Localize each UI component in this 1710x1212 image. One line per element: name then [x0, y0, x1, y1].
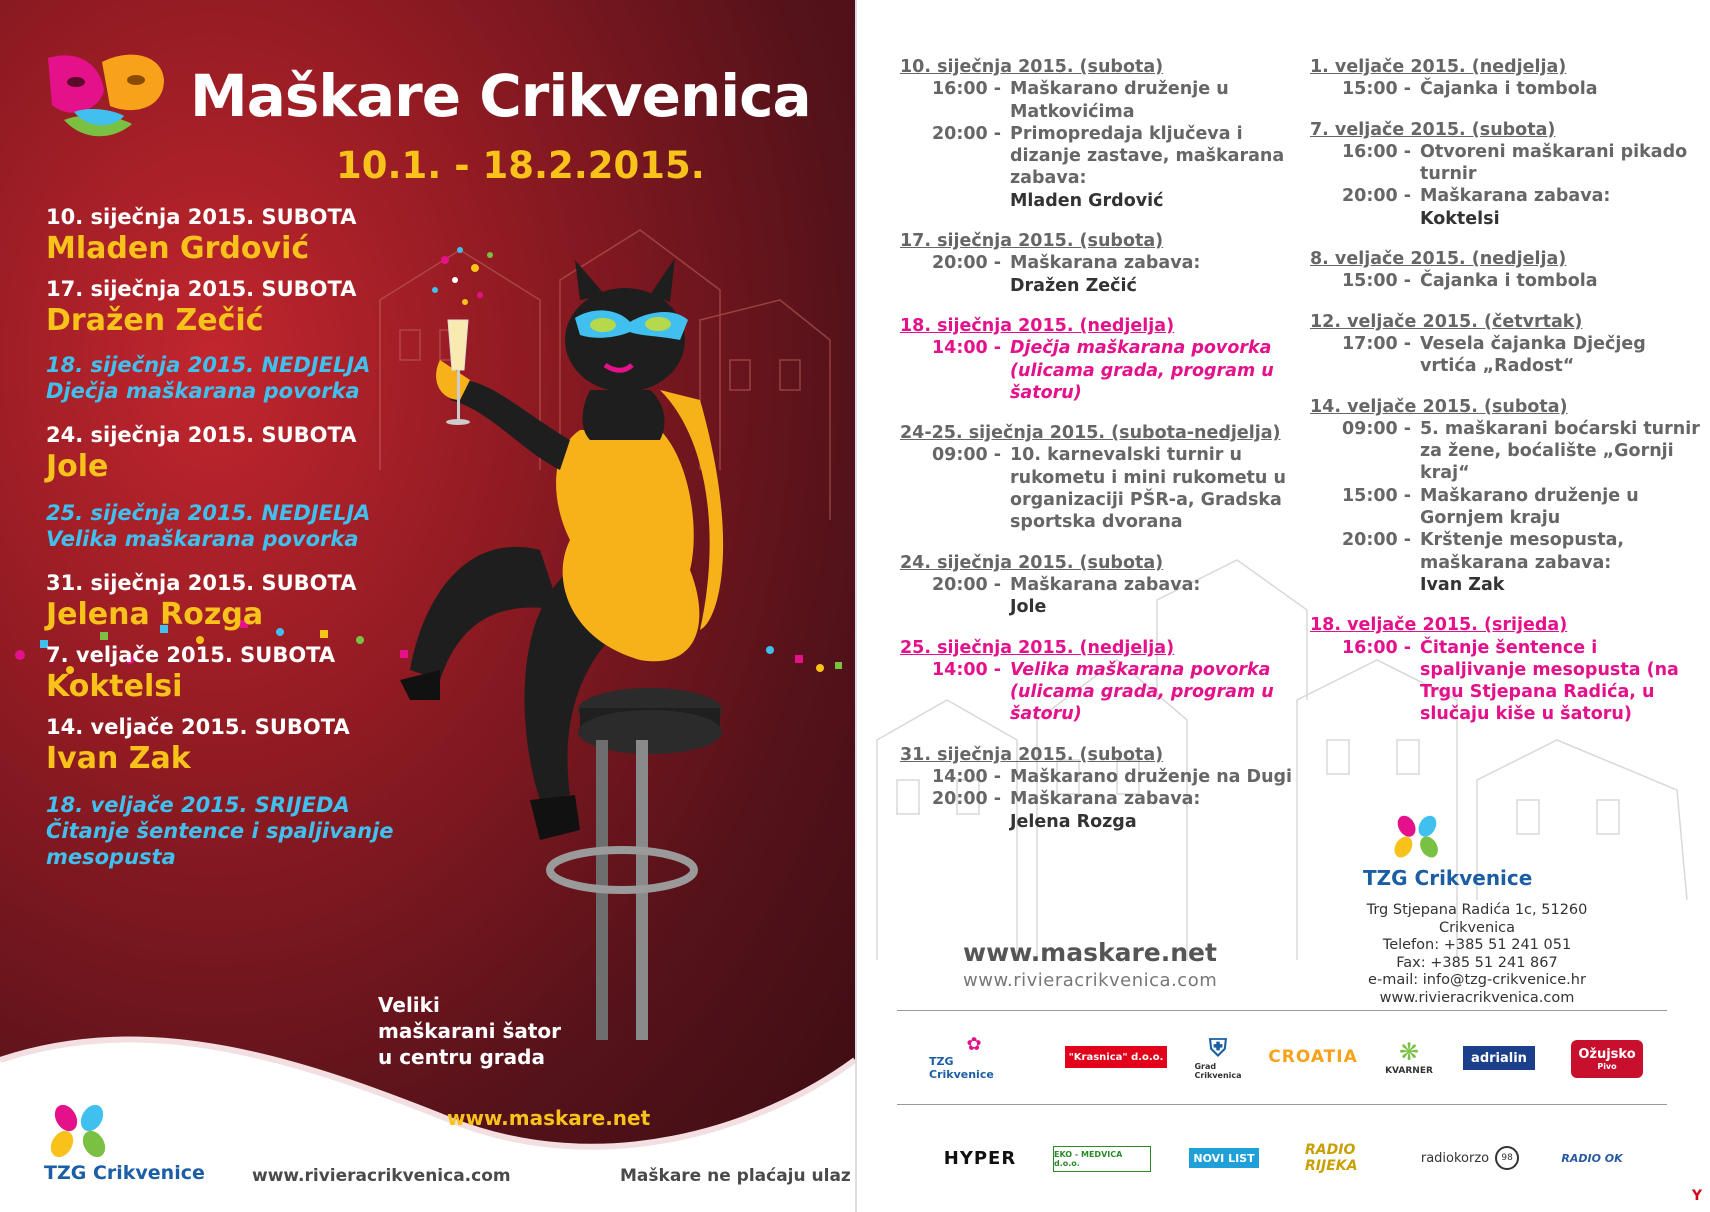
program-text: Vesela čajanka Dječjeg vrtića „Radost“: [1420, 333, 1646, 377]
program-column-february: [1310, 56, 1700, 744]
program-row: [1310, 418, 1700, 485]
poster-title: Maškare Crikvenica: [190, 62, 811, 130]
tzg-flower-icon: [1389, 814, 1445, 864]
poster-event-date: 7. veljače 2015. SUBOTA: [46, 643, 336, 667]
program-block-header: 12. veljače 2015. (četvrtak): [1310, 311, 1583, 332]
program-text: Maškarana zabava:: [1010, 253, 1201, 274]
tzg-logo-label: TZG Crikvenice: [1363, 866, 1533, 890]
poster-event: [46, 792, 446, 870]
program-text-wrap: [1010, 252, 1300, 297]
sponsor-label: TZG Crikvenice: [929, 1054, 994, 1081]
program-text: 5. maškarani boćarski turnir za žene, boćalište „Gornji kraj“: [1420, 418, 1700, 484]
program-time: 20:00 -: [1342, 186, 1412, 207]
program-text: Krštenje mesopusta, maškarana zabava:: [1420, 530, 1625, 573]
radio-frequency-badge: 98: [1495, 1146, 1519, 1170]
program-text-wrap: [1420, 185, 1700, 230]
program-row: [1310, 637, 1700, 726]
sponsor-logo: [1194, 1032, 1242, 1082]
program-row: [1310, 78, 1700, 100]
sponsor-logo: "Krasnica" d.o.o.: [1065, 1046, 1167, 1068]
contact-fax: Fax: +385 51 241 867: [1396, 954, 1558, 971]
program-performer: Dražen Zečić: [1010, 275, 1137, 296]
contact-address: Trg Stjepana Radića 1c, 51260 Crikvenica: [1366, 902, 1588, 936]
program-time: 20:00 -: [932, 123, 1002, 144]
sponsor-logo: [1571, 1040, 1643, 1078]
sponsor-logo: EKO - MEDVICA d.o.o.: [1053, 1146, 1151, 1172]
program-block: [900, 315, 1300, 404]
sponsor-logo: HYPER: [943, 1147, 1017, 1169]
program-row: [1310, 529, 1700, 596]
tzg-flower-icon: [44, 1104, 114, 1164]
program-block-header: 18. veljače 2015. (srijeda): [1310, 615, 1568, 636]
program-text: Primopredaja ključeva i dizanje zastave, maškarana zabava:: [1010, 123, 1285, 189]
sponsor-label: Grad Crikvenica: [1194, 1062, 1242, 1080]
poster-event-list: [46, 204, 446, 870]
program-time: 20:00 -: [1342, 530, 1412, 551]
tent-notice-line: u centru grada: [378, 1045, 545, 1069]
contact-phone: Telefon: +385 51 241 051: [1382, 937, 1572, 953]
tent-notice-line: maškarani šator: [378, 1019, 562, 1043]
program-block: [900, 56, 1300, 212]
program-time: 14:00 -: [932, 659, 1002, 680]
sponsor-label: radiokorzo: [1420, 1150, 1490, 1166]
program-time: 09:00 -: [932, 445, 1002, 466]
program-time: 14:00 -: [932, 767, 1002, 788]
program-time: 20:00 -: [932, 253, 1002, 274]
mask-logo-icon: [44, 50, 168, 142]
program-time: 14:00 -: [932, 338, 1002, 359]
poster-event-date: 24. siječnja 2015. SUBOTA: [46, 423, 357, 447]
poster-event-performer: Ivan Zak: [46, 741, 191, 776]
poster-event-performer: Jole: [46, 449, 109, 484]
program-block: [900, 230, 1300, 297]
poster-event-performer: Velika maškarana povorka: [46, 527, 359, 551]
program-row: [900, 78, 1300, 123]
program-block: [1310, 248, 1700, 293]
program-performer: Jelena Rozga: [1010, 811, 1137, 832]
tent-notice-line: Veliki: [378, 993, 440, 1017]
program-row: [1310, 185, 1700, 230]
program-row: [900, 444, 1300, 533]
program-block: [900, 637, 1300, 726]
program-block: [1310, 311, 1700, 378]
program-time: 09:00 -: [1342, 418, 1412, 439]
program-block: [900, 422, 1300, 533]
program-text: Čajanka i tombola: [1420, 271, 1598, 292]
program-text: Maškarano druženje na Dugi: [1010, 767, 1293, 788]
tzg-logo: [44, 1104, 224, 1196]
poster-event-performer: Dječja maškarana povorka: [46, 379, 360, 403]
crest-icon: ⛨: [1209, 1034, 1227, 1062]
poster-event-performer: Mladen Grdović: [46, 231, 310, 266]
program-time: 17:00 -: [1342, 333, 1412, 354]
program-performer: Jole: [1010, 597, 1047, 618]
divider: [897, 1104, 1667, 1105]
tent-notice: [378, 992, 588, 1070]
corner-mark-icon: Y: [1691, 1188, 1702, 1204]
program-text-wrap: [1010, 123, 1300, 212]
program-block-header: 1. veljače 2015. (nedjelja): [1310, 57, 1567, 77]
poster-event-performer: Koktelsi: [46, 669, 183, 704]
program-block: [900, 552, 1300, 619]
poster-event-date: 14. veljače 2015. SUBOTA: [46, 715, 350, 739]
poster-footer-free-entry: Maškare ne plaćaju ulaz: [620, 1166, 851, 1186]
poster-event-date: 10. siječnja 2015. SUBOTA: [46, 205, 357, 229]
poster-event-performer: Jelena Rozga: [46, 597, 264, 632]
program-time: 16:00 -: [932, 79, 1002, 100]
program-block-header: 24. siječnja 2015. (subota): [900, 552, 1164, 573]
tzg-flower-icon: ✿: [966, 1033, 982, 1055]
program-performer: Koktelsi: [1420, 208, 1500, 229]
program-time: 15:00 -: [1342, 485, 1412, 506]
program-text-wrap: [1010, 574, 1300, 619]
program-text: Velika maškarana povorka (ulicama grada, program u šatoru): [1010, 659, 1274, 725]
poster-event: [46, 642, 446, 706]
program-row: [900, 252, 1300, 297]
poster-event-performer: Čitanje šentence i spaljivanje mesopusta: [46, 819, 394, 869]
sponsor-logo: [1379, 1030, 1439, 1084]
cat-illustration: [400, 240, 840, 1060]
program-text: Čajanka i tombola: [1420, 79, 1598, 100]
program-time: 16:00 -: [1342, 141, 1412, 162]
program-block-header: 17. siječnja 2015. (subota): [900, 231, 1164, 252]
program-row: [1310, 141, 1700, 186]
program-block: [1310, 614, 1700, 725]
program-web-link[interactable]: www.maskare.net: [963, 938, 1217, 967]
tzg-logo-right: [1363, 814, 1597, 894]
program-text: Maškarano druženje u Matkovićima: [1010, 79, 1229, 122]
poster-event-date: 25. siječnja 2015. NEDJELJA: [46, 501, 371, 525]
program-time: 16:00 -: [1342, 637, 1412, 658]
poster-event-performer: Dražen Zečić: [46, 303, 264, 338]
program-block: [1310, 119, 1700, 230]
contact-info: [1327, 902, 1627, 1007]
poster-event: [46, 276, 446, 340]
program-time: 15:00 -: [1342, 79, 1412, 100]
poster-event: [46, 714, 446, 778]
program-block-header: 8. veljače 2015. (nedjelja): [1310, 249, 1567, 270]
program-time: 15:00 -: [1342, 271, 1412, 292]
program-text: Maškarana zabava:: [1010, 574, 1201, 595]
program-block-header: 18. siječnja 2015. (nedjelja): [900, 315, 1175, 336]
sponsor-sub-label: Pivo: [1597, 1062, 1617, 1071]
program-text: Otvoreni maškarani pikado turnir: [1420, 141, 1688, 185]
program-block-header: 10. siječnja 2015. (subota): [900, 57, 1164, 77]
program-performer: Ivan Zak: [1420, 574, 1505, 595]
tzg-logo-label: TZG Crikvenice: [44, 1162, 205, 1184]
contact-website[interactable]: www.rivieracrikvenica.com: [1379, 989, 1575, 1006]
program-row: [900, 574, 1300, 619]
kvarner-icon: ❋: [1398, 1038, 1420, 1066]
sponsor-logo: adrialin: [1463, 1046, 1535, 1070]
poster-event: [46, 570, 446, 634]
program-row: [1310, 485, 1700, 530]
program-row: [900, 788, 1300, 833]
sponsor-logo: RADIO OK: [1561, 1151, 1623, 1165]
program-web-link-secondary[interactable]: www.rivieracrikvenica.com: [963, 970, 1218, 991]
poster-event-date: 18. veljače 2015. SRIJEDA: [46, 793, 350, 817]
poster-event: [46, 422, 446, 486]
poster-event: [46, 352, 446, 404]
poster-footer-url[interactable]: www.rivieracrikvenica.com: [252, 1166, 511, 1186]
program-row: [1310, 333, 1700, 378]
poster-event-date: 18. siječnja 2015. NEDJELJA: [46, 353, 371, 377]
program-row: [1310, 270, 1700, 292]
program-block-header: 24-25. siječnja 2015. (subota-nedjelja): [900, 423, 1281, 444]
poster-dates: 10.1. - 18.2.2015.: [336, 144, 705, 187]
poster-event-date: 17. siječnja 2015. SUBOTA: [46, 277, 357, 301]
sponsor-logo: RADIO RIJEKA: [1305, 1142, 1358, 1174]
program-block: [1310, 396, 1700, 597]
program-block-header: 25. siječnja 2015. (nedjelja): [900, 637, 1175, 658]
program-block-header: 31. siječnja 2015. (subota): [900, 744, 1164, 765]
poster-event-date: 31. siječnja 2015. SUBOTA: [46, 571, 357, 595]
sponsor-logo: NOVI LIST: [1189, 1148, 1259, 1168]
contact-email[interactable]: e-mail: info@tzg-crikvenice.hr: [1368, 972, 1586, 988]
sponsor-label: Ožujsko: [1578, 1047, 1636, 1062]
program-text: 10. karnevalski turnir u rukometu i mini rukometu u organizaciji PŠR-a, Gradska sportska dvorana: [1010, 445, 1286, 533]
program-time: 20:00 -: [932, 789, 1002, 810]
poster-event: [46, 204, 446, 268]
sponsor-logo: CROATIA: [1268, 1047, 1358, 1067]
program-block-header: 14. veljače 2015. (subota): [1310, 396, 1568, 417]
poster-event: [46, 500, 446, 552]
program-text: Maškarana zabava:: [1010, 789, 1201, 810]
program-text-wrap: [1420, 529, 1700, 596]
program-text: Dječja maškarana povorka (ulicama grada, program u šatoru): [1010, 338, 1274, 403]
program-text: Čitanje šentence i spaljivanje mesopusta (na Trgu Stjepana Radića, u slučaju kiše u šatoru): [1420, 637, 1679, 725]
program-performer: Mladen Grdović: [1010, 190, 1164, 211]
sponsor-label: KVARNER: [1385, 1066, 1433, 1076]
program-text-wrap: [1010, 788, 1300, 833]
program-block-header: 7. veljače 2015. (subota): [1310, 119, 1556, 140]
poster-web-link[interactable]: www.maskare.net: [447, 1106, 651, 1130]
program-row: [900, 337, 1300, 404]
sponsor-logo: [1415, 1144, 1525, 1172]
program-text: Maškarano druženje u Gornjem kraju: [1420, 485, 1639, 529]
program-panel: [855, 0, 1710, 1212]
program-block: [900, 744, 1300, 833]
sponsor-logo: [929, 1034, 1019, 1080]
program-time: 20:00 -: [932, 574, 1002, 595]
program-text: Maškarana zabava:: [1420, 186, 1611, 207]
divider: [897, 1010, 1667, 1011]
program-row: [900, 766, 1300, 788]
program-column-january: [900, 56, 1300, 851]
program-row: [900, 659, 1300, 726]
program-block: [1310, 56, 1700, 101]
program-row: [900, 123, 1300, 212]
